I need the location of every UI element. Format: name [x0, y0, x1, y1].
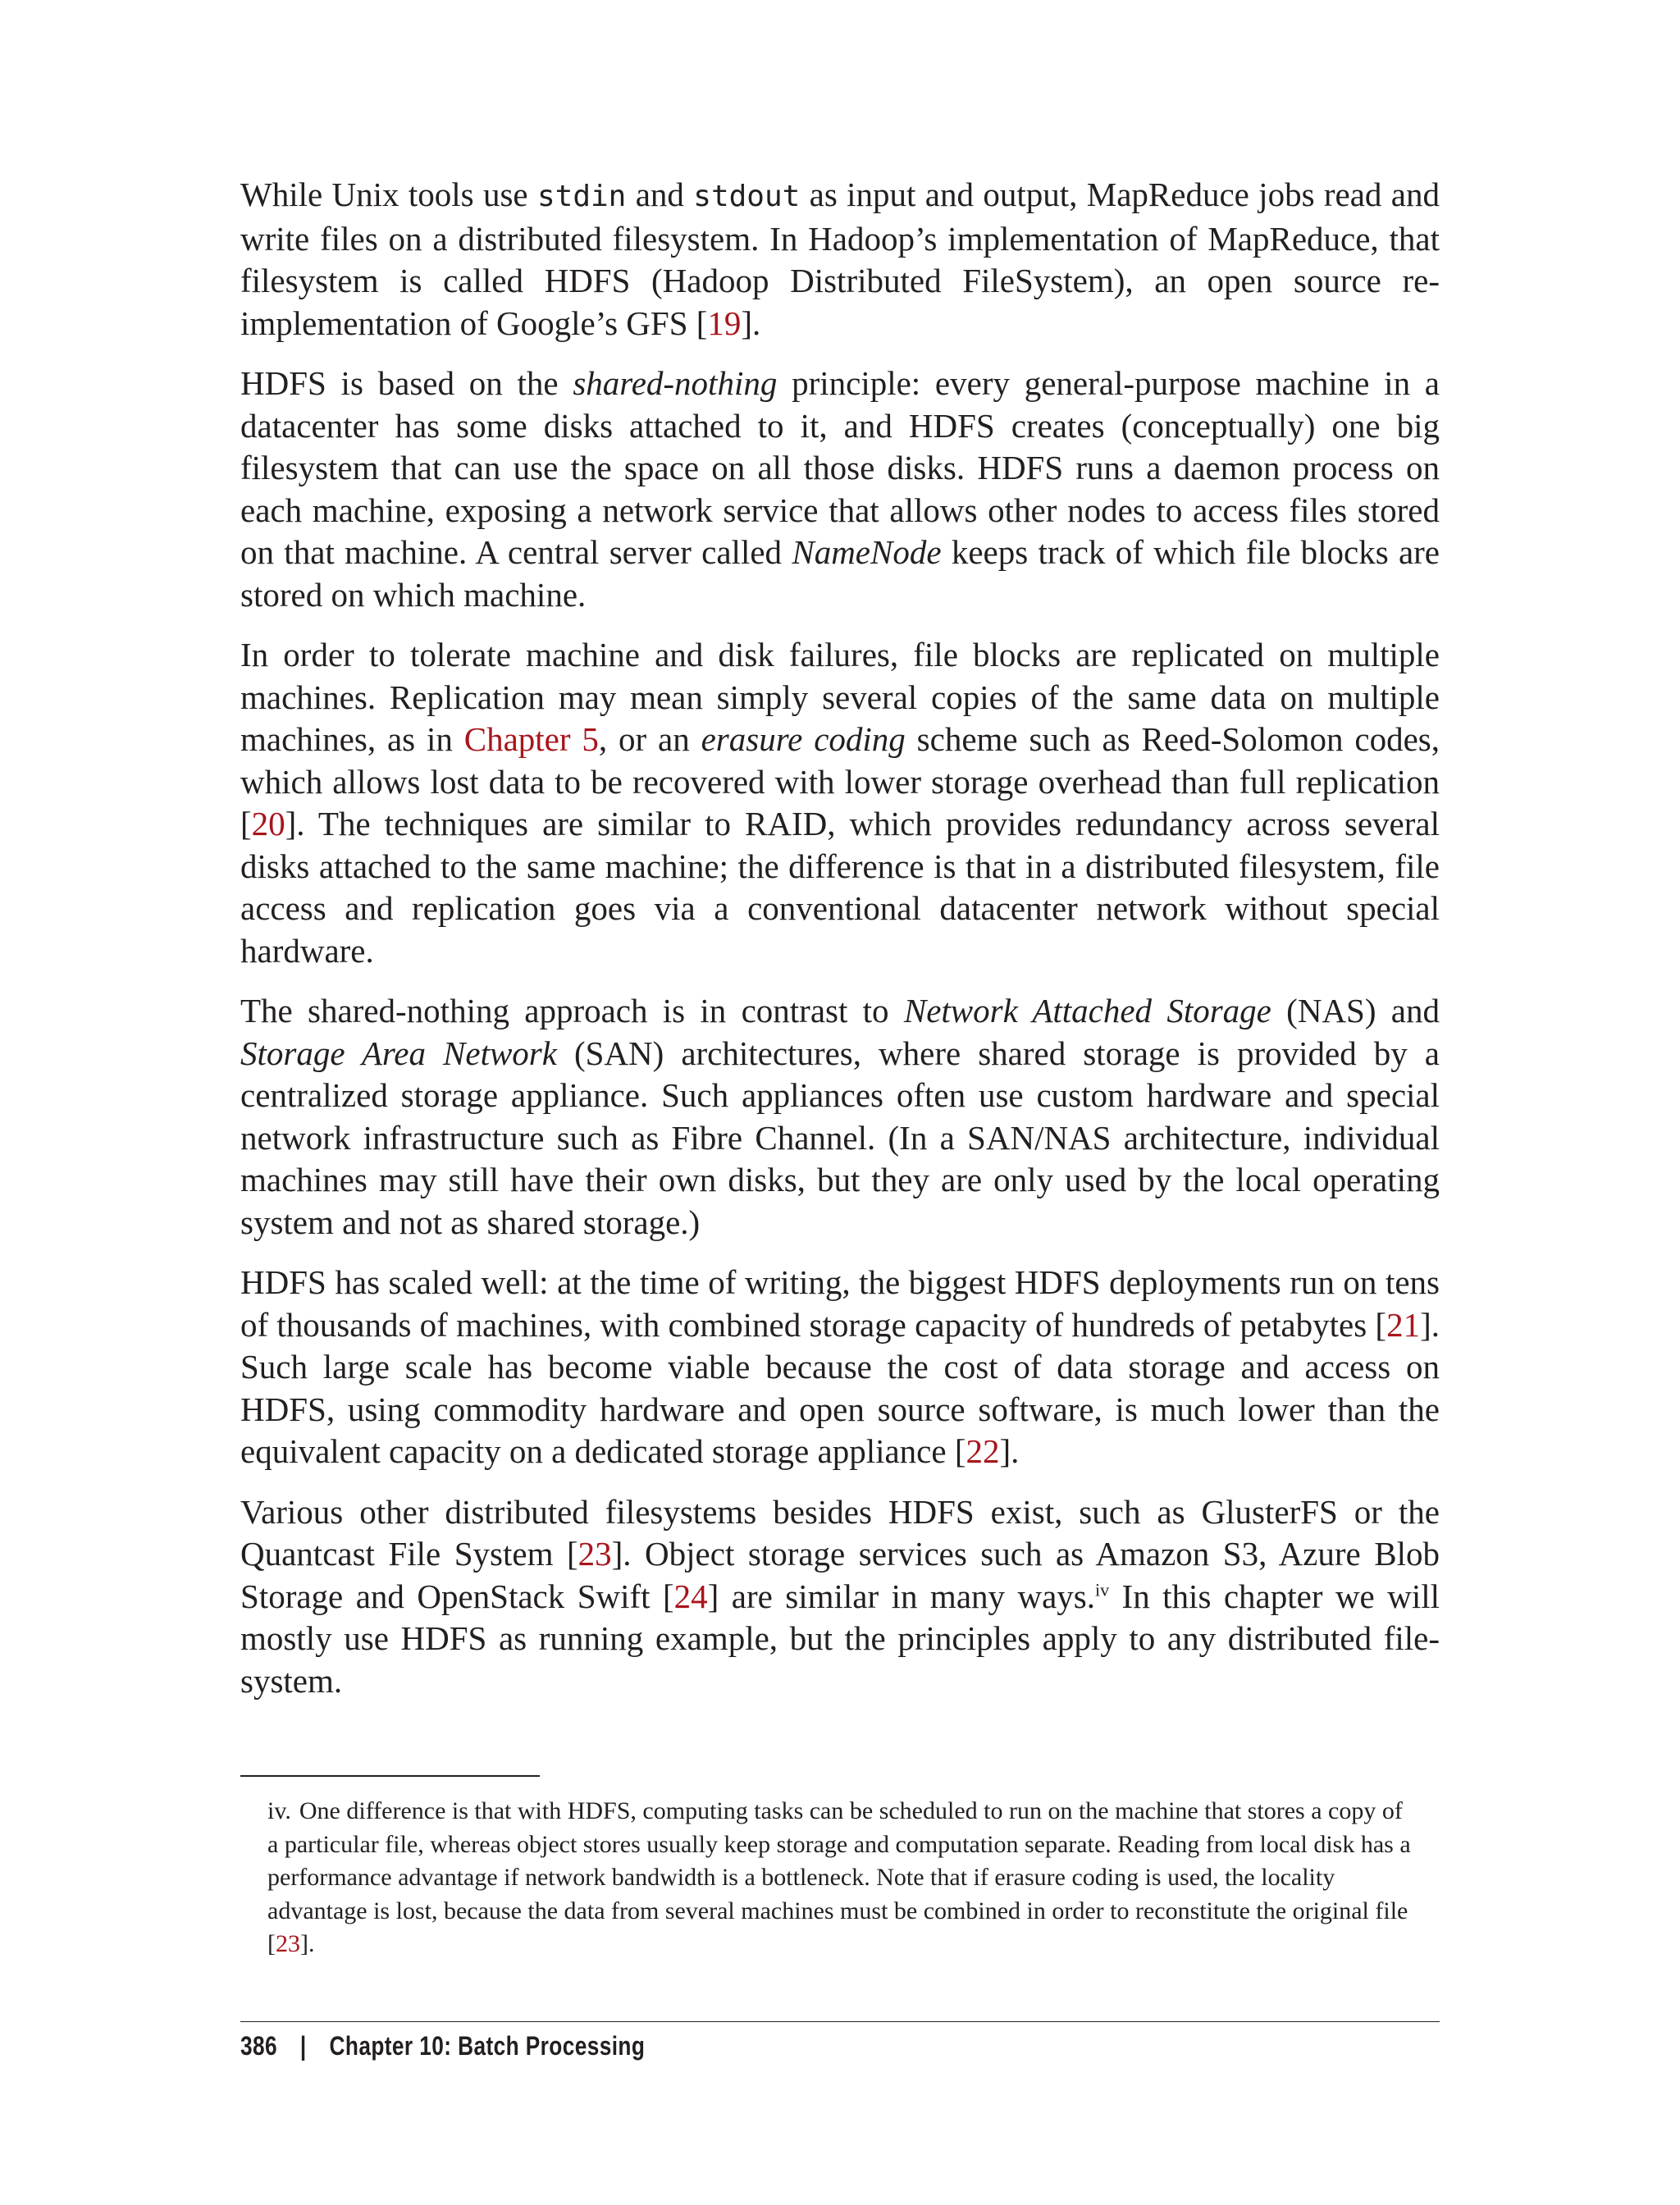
term-shared-nothing: shared-nothing: [573, 364, 778, 402]
footer-divider: [240, 2021, 1440, 2022]
footer-separator: |: [299, 2031, 307, 2061]
text-run: keeps track of which file blocks are stored on which machine.: [240, 533, 1440, 614]
text-run: , or an: [598, 720, 701, 758]
text-run: In order to tolerate machine and disk failures, file blocks are replicated on multiple machines. Replication may mean simply several copies of the same data on multiple machines, as in: [240, 636, 1440, 758]
footnote-text: ].: [300, 1930, 315, 1957]
paragraph-3: [240, 634, 1440, 972]
body-text: [240, 174, 1440, 1720]
text-run: ]. The techniques are similar to RAID, which provides redundancy across several disks attached to the same machine; the difference is that in a distributed filesystem, file access and replication goes via a conventional datacenter network without special hardware.: [240, 805, 1440, 970]
text-run: ].: [999, 1432, 1020, 1470]
text-run: ].: [741, 304, 761, 342]
text-run: as input and output, MapReduce jobs read and write files on a distributed filesystem. In Hadoop’s implementation of MapReduce, that filesystem is called HDFS (Hadoop Distributed FileSystem), an open source re-implementation of Google’s GFS [: [240, 176, 1440, 342]
text-run: HDFS has scaled well: at the time of writing, the biggest HDFS deployments run on tens of thousands of machines, with combined storage capacity of hundreds of petabytes [: [240, 1263, 1440, 1344]
text-run: ]. Such large scale has become viable because the cost of data storage and access on HDFS, using commodity hardware and open source software, is much lower than the equivalent capacity on a dedicated storage appliance [: [240, 1305, 1440, 1470]
running-chapter-title: Chapter 10: Batch Processing: [329, 2031, 646, 2061]
text-run: (SAN) architectures, where shared storage is provided by a centralized storage appliance. Such appliances often use custom hardware and special network infrastructure such as Fibre Channel. (In a SAN/NAS architecture, individual machines may still have their own disks, but they are only used by the local operating system and not as shared storage.): [240, 1034, 1440, 1241]
page-number: 386: [240, 2031, 278, 2061]
text-run: The shared-nothing approach is in contrast to: [240, 992, 904, 1029]
text-run: ] are similar in many ways.: [707, 1577, 1095, 1615]
page-footer: [240, 2031, 645, 2061]
footnote: [267, 1795, 1416, 1961]
footnote-citation-link-23[interactable]: 23: [276, 1930, 300, 1957]
chapter-5-link[interactable]: Chapter 5: [463, 720, 599, 758]
footnote-text: One difference is that with HDFS, computing tasks can be scheduled to run on the machine that stores a copy of a particular file, whereas object stores usually keep storage and computation separate. Reading from local disk has a performance advantage if network bandwidth is a bottleneck. Note that if erasure coding is used, the locality advantage is lost, because the data from several machines must be combined in order to reconstitute the original file [: [267, 1797, 1411, 1957]
paragraph-6: [240, 1491, 1440, 1703]
paragraph-5: [240, 1262, 1440, 1473]
paragraph-1: [240, 174, 1440, 345]
text-run: principle: every general-purpose machine in a datacenter has some disks attached to it, and HDFS creates (conceptually) one big filesystem that can use the space on all those disks. HDFS runs a daemon process on each machine, exposing a network service that allows other nodes to access files stored on that machine. A central server called: [240, 364, 1440, 571]
footnote-label: iv.: [267, 1797, 291, 1824]
term-nas: Network Attached Storage: [903, 992, 1271, 1029]
citation-link-19[interactable]: 19: [707, 304, 742, 342]
citation-link-20[interactable]: 20: [251, 805, 285, 842]
citation-link-21[interactable]: 21: [1386, 1305, 1421, 1344]
text-run: scheme such as Reed-Solomon codes, which allows lost data to be recovered with lower storage overhead than full replication [: [240, 720, 1440, 842]
term-namenode: NameNode: [792, 533, 942, 571]
citation-link-24[interactable]: 24: [673, 1577, 708, 1615]
code-stdin: stdin: [536, 180, 627, 213]
paragraph-2: [240, 363, 1440, 616]
footnote-marker[interactable]: iv: [1094, 1578, 1110, 1600]
term-erasure-coding: erasure coding: [701, 720, 906, 758]
text-run: (NAS) and: [1271, 992, 1440, 1029]
citation-link-22[interactable]: 22: [966, 1432, 1000, 1470]
code-stdout: stdout: [693, 180, 801, 213]
text-run: ]. Object storage services such as Amazon S3, Azure Blob Storage and OpenStack Swift [: [240, 1535, 1440, 1615]
text-run: Various other distributed filesystems besides HDFS exist, such as GlusterFS or the Quantcast File System [: [240, 1492, 1440, 1573]
paragraph-4: [240, 990, 1440, 1244]
text-run: HDFS is based on the: [240, 364, 573, 402]
text-run: and: [626, 176, 694, 213]
text-run: While Unix tools use: [240, 176, 537, 213]
text-run: In this chapter we will mostly use HDFS as running example, but the principles apply to any distributed filesystem.: [240, 1577, 1440, 1700]
citation-link-23[interactable]: 23: [578, 1535, 612, 1573]
term-san: Storage Area Network: [240, 1034, 557, 1072]
footnote-divider: [240, 1775, 540, 1777]
